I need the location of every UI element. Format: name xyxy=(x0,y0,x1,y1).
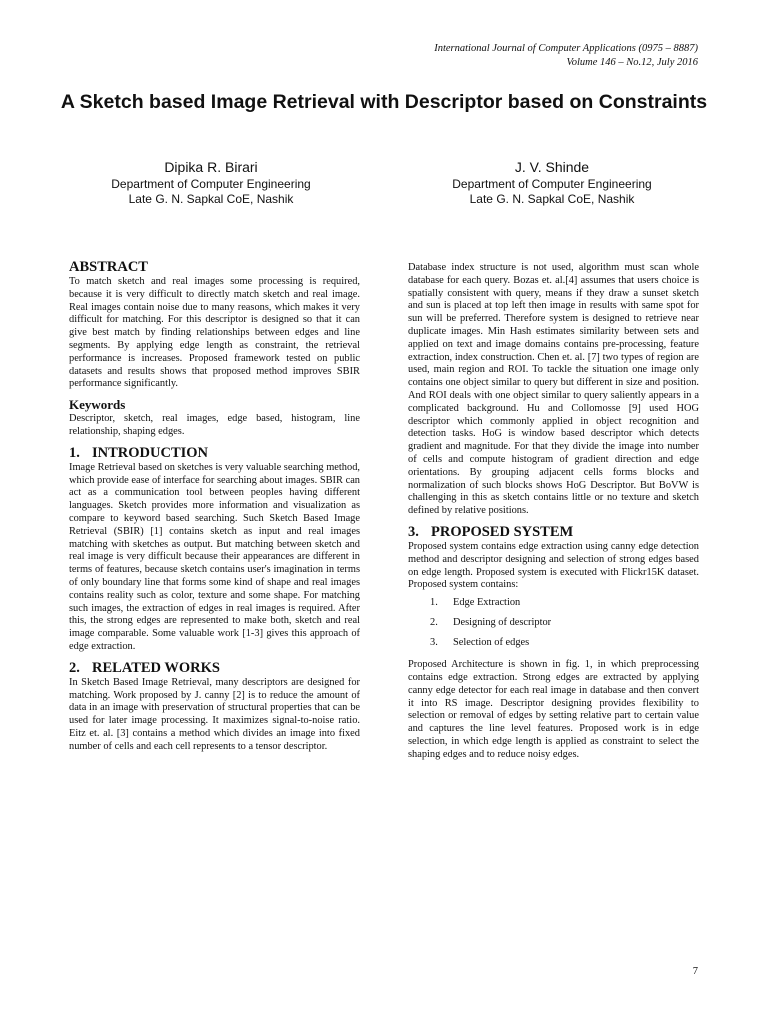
section-number: 2. xyxy=(69,659,80,676)
list-item xyxy=(408,596,699,616)
list-label: Selection of edges xyxy=(453,637,530,649)
page-number: 7 xyxy=(692,966,698,977)
architecture-text: Proposed Architecture is shown in fig. 1, in which preprocessing contains edge extraction. Strong edges are extracted by applying canny edge detector for each real image in database and then convert it into RS image. Descriptor designing provides flexibility to selection or removal of edges by setting relative part to certain value and captures the line level features. Proposed work is in edge selection, in which edge length is applied as constraint to select the shaping edges and to reduce noisy edges. xyxy=(408,659,699,760)
author-block-2 xyxy=(402,158,702,207)
list-item xyxy=(408,636,699,656)
abstract-heading: ABSTRACT xyxy=(69,259,148,275)
right-column xyxy=(408,262,699,762)
section-title: RELATED WORKS xyxy=(92,659,220,676)
author-name: Dipika R. Birari xyxy=(164,159,258,175)
list-item xyxy=(408,616,699,636)
proposed-system-heading xyxy=(408,524,699,541)
author-department: Department of Computer Engineering xyxy=(452,177,652,191)
section-number: 1. xyxy=(69,444,80,461)
list-number: 1. xyxy=(430,597,438,609)
section-number: 3. xyxy=(408,523,419,540)
keywords-text: Descriptor, sketch, real images, edge based, histogram, line relationship, shaping edges. xyxy=(69,413,360,437)
author-block-1 xyxy=(61,158,361,207)
list-label: Designing of descriptor xyxy=(453,617,552,629)
journal-header xyxy=(434,42,698,70)
list-number: 3. xyxy=(430,637,438,649)
author-institution: Late G. N. Sapkal CoE, Nashik xyxy=(469,192,635,206)
introduction-text: Image Retrieval based on sketches is very valuable searching method, which provide ease of interface for searching about images. SBIR can act as a communication tool between peoples having different languages. Sketch provides more information and visualization as compare to keyword based searching. Such Sketch Based Image Retrieval (SBIR) [1] contains sketch as input and real images matching with sketches as output. But matching between sketch and real image is very difficult because their appearances are different in terms of features, because sketch contains user's imagination in terms of only boundary line that forms some kind of shape and real images contains reality such as color, texture and some shape. For matching such images, the extraction of edges in real images is required. After this, the strong edges are represented to make both, sketch and real image comparable. Some valuable work [1-3] gives this approach of edge extraction. xyxy=(69,461,360,652)
journal-name: International Journal of Computer Applications (0975 – 8887) xyxy=(434,43,698,54)
author-name: J. V. Shinde xyxy=(514,159,590,175)
proposed-system-text: Proposed system contains edge extraction using canny edge detection method and descriptor designing and selection of strong edges based on edge length. Proposed system is executed with Flickr15K dataset. Proposed system contains: xyxy=(408,540,699,591)
author-department: Department of Computer Engineering xyxy=(111,177,311,191)
paper-title: A Sketch based Image Retrieval with Descriptor based on Constraints xyxy=(60,91,708,113)
left-column xyxy=(69,259,360,754)
related-works-text: In Sketch Based Image Retrieval, many descriptors are designed for matching. Work proposed by J. canny [2] is to reduce the amount of data in an image with preservation of structural properties that can be used for later image processing. It maximizes signal-to-noise ratio. Eitz et. al. [3] contains a method which divides an image into fixed number of cells and each cell represents to a tensor descriptor. xyxy=(69,676,360,752)
related-works-heading xyxy=(69,660,360,677)
abstract-text: To match sketch and real images some processing is required, because it is very difficult to directly match sketch and real image. Real images contain noise due to many reasons, which makes it very difficult for matching. For this descriptor is designed so that it can give best match by finding relationships between edges and line segments. By applying edge length as constraint, the retrieval performance is increases. Proposed framework tested on public datasets and results shows that proposed method improves SBIR performance significantly. xyxy=(69,276,360,390)
keywords-heading: Keywords xyxy=(69,397,126,413)
list-number: 2. xyxy=(430,617,438,629)
introduction-heading xyxy=(69,445,360,462)
section-title: PROPOSED SYSTEM xyxy=(431,523,574,540)
author-institution: Late G. N. Sapkal CoE, Nashik xyxy=(128,192,294,206)
journal-volume: Volume 146 – No.12, July 2016 xyxy=(566,57,698,68)
component-list xyxy=(408,596,699,656)
related-works-continued: Database index structure is not used, algorithm must scan whole database for each query. Bozas et. al.[4] assumes that users choice is spatially consistent with query, means if they draw a sunset sketch and sun is placed at top left then image in results with same spot for sun will be preferred. Therefore system is designed to retrieve near duplicate images. Min Hash estimates similarity between sets and applied on text and image domains contains pre-processing, feature extraction, index construction. Chen et. al. [7] two types of region are used, main region and ROI. To tackle the situation one image only contains one object similar to query but different in size and position. And ROI deals with one object similar to query saliently appears in a complicated background. Hu and Collomosse [9] used HOG descriptor which commonly applied in object recognition and detection tasks. HoG is window based descriptor which detects gradient and magnitude. For that they divide the image into number of cells and compute histogram of gradient direction and edge orientations. By grouping adjacent cells forms blocks and normalization of such blocks shows HoG Descriptor. But BoVW is challenging in this as sketch contains little or no texture and sketch defined by relative positions. xyxy=(408,262,699,517)
list-label: Edge Extraction xyxy=(453,597,521,609)
section-title: INTRODUCTION xyxy=(92,444,209,461)
